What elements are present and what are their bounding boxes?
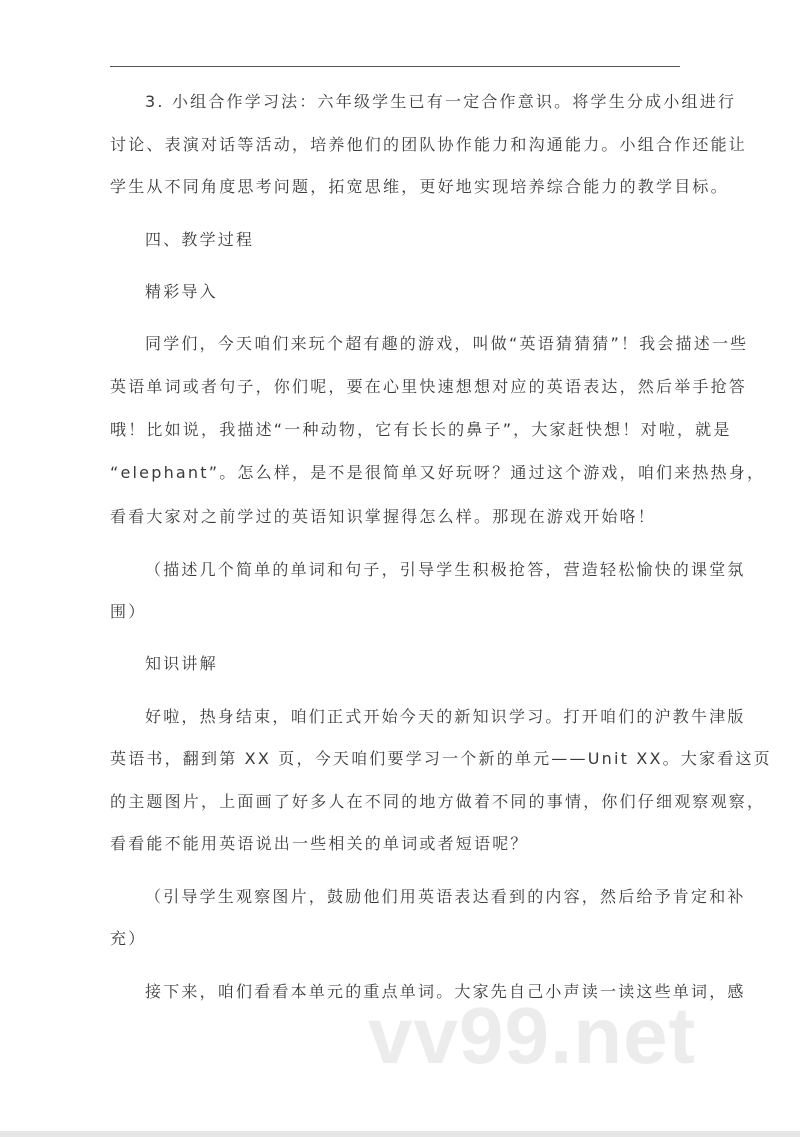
paragraph-line: 讨论、表演对话等活动，培养他们的团队协作能力和沟通能力。小组合作还能让 — [110, 135, 748, 154]
paragraph-line: 接下来，咱们看看本单元的重点单词。大家先自己小声读一读这些单词，感 — [145, 982, 746, 1001]
page-bottom-edge — [0, 1131, 800, 1137]
watermark: vv99.net — [368, 991, 697, 1080]
subheading: 知识讲解 — [145, 654, 218, 673]
section-heading: 四、教学过程 — [145, 230, 255, 249]
paragraph-line: 看看能不能用英语说出一些相关的单词或者短语呢？ — [110, 834, 529, 853]
paragraph-line: 英语单词或者句子，你们呢，要在心里快速想想对应的英语表达，然后举手抢答 — [110, 377, 748, 396]
paragraph-line: 3. 小组合作学习法：六年级学生已有一定合作意识。将学生分成小组进行 — [145, 92, 737, 111]
paragraph-line: （引导学生观察图片，鼓励他们用英语表达看到的内容，然后给予肯定和补 — [145, 887, 746, 906]
paragraph-line: 哦！比如说，我描述“一种动物，它有长长的鼻子”，大家赶快想！对啦，就是 — [110, 420, 732, 439]
paragraph-line: “elephant”。怎么样，是不是很简单又好玩呀？通过这个游戏，咱们来热热身， — [110, 463, 766, 482]
paragraph-line: 充） — [110, 929, 147, 948]
paragraph-line: 看看大家对之前学过的英语知识掌握得怎么样。那现在游戏开始咯！ — [110, 507, 657, 526]
paragraph-line: 好啦，热身结束，咱们正式开始今天的新知识学习。打开咱们的沪教牛津版 — [145, 707, 746, 726]
header-rule — [110, 66, 680, 67]
paragraph-line: 围） — [110, 602, 147, 621]
subheading: 精彩导入 — [145, 282, 218, 301]
paragraph-line: 同学们，今天咱们来玩个超有趣的游戏，叫做“英语猜猜猜”！我会描述一些 — [145, 334, 749, 353]
paragraph-line: （描述几个简单的单词和句子，引导学生积极抢答，营造轻松愉快的课堂氛 — [145, 560, 746, 579]
paragraph-line: 学生从不同角度思考问题，拓宽思维，更好地实现培养综合能力的教学目标。 — [110, 177, 729, 196]
paragraph-line: 英语书，翻到第 XX 页，今天咱们要学习一个新的单元——Unit XX。大家看这页 — [110, 749, 772, 768]
paragraph-line: 的主题图片，上面画了好多人在不同的地方做着不同的事情，你们仔细观察观察， — [110, 792, 766, 811]
